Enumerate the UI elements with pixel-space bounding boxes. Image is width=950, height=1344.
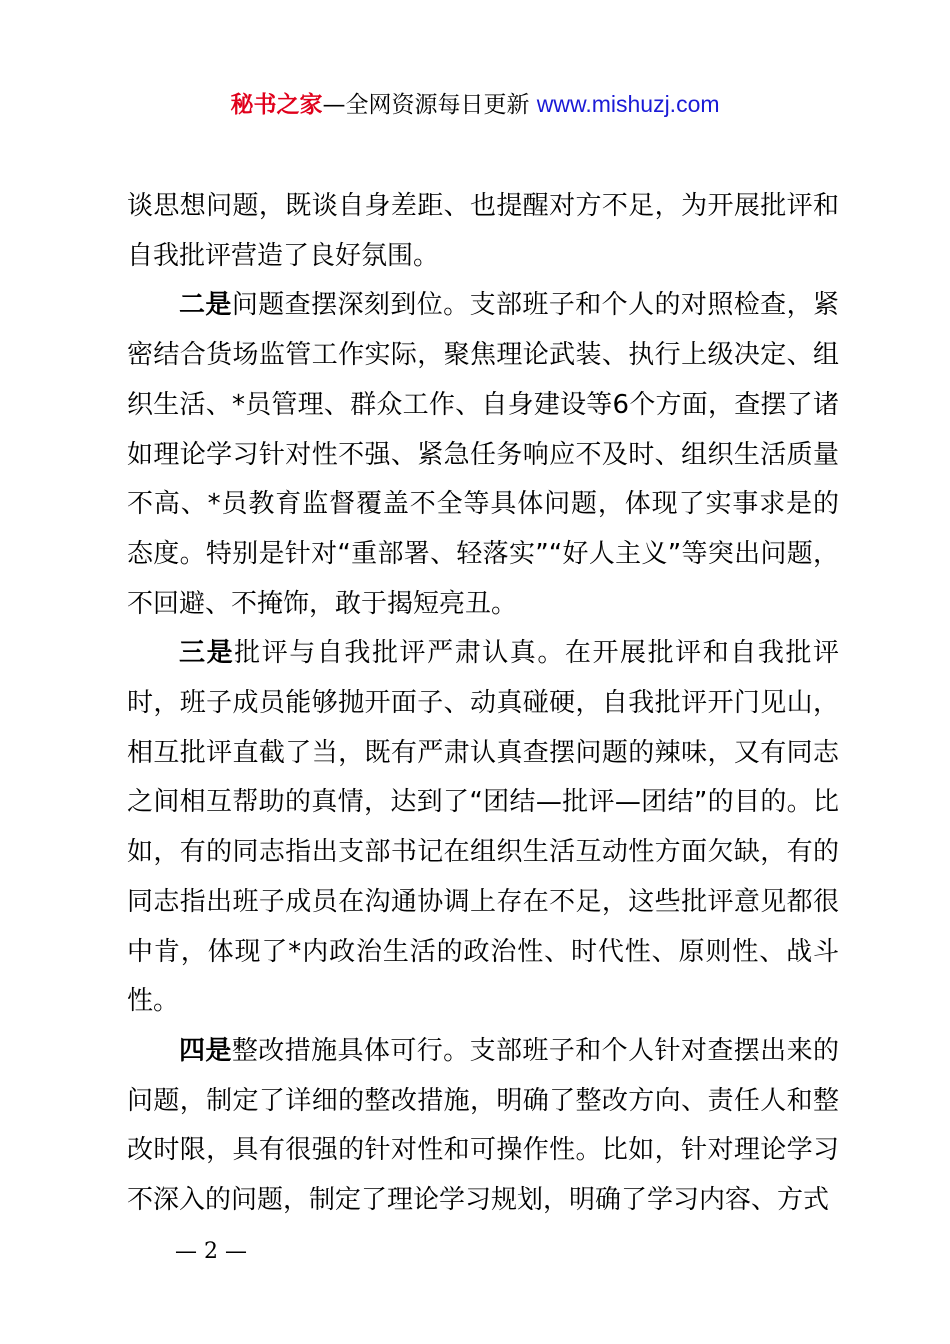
brand-name: 秘书之家: [230, 92, 323, 118]
document-body: [127, 182, 839, 1226]
paragraph-text: 整改措施具体可行。支部班子和个人针对查摆出来的问题，制定了详细的整改措施，明确了整改方向、责任人和整改时限，具有很强的针对性和可操作性。比如，针对理论学习不深入的问题，制定了理论学习规划，明确了学习内容、方式: [127, 1035, 839, 1216]
paragraph-point-3: [127, 629, 839, 1027]
paragraph-lead: 三是: [179, 638, 235, 669]
page-number: — 2 —: [175, 1239, 247, 1264]
header-url[interactable]: www.mishuzj.com: [536, 91, 720, 117]
paragraph-point-2: [127, 281, 839, 629]
paragraph-text: 问题查摆深刻到位。支部班子和个人的对照检查，紧密结合货场监管工作实际，聚焦理论武装、执行上级决定、组织生活、*员管理、群众工作、自身建设等6个方面，查摆了诸如理论学习针对性不强、紧急任务响应不及时、组织生活质量不高、*员教育监督覆盖不全等具体问题，体现了实事求是的态度。特别是针对“重部署、轻落实”“好人主义”等突出问题，不回避、不掩饰，敢于揭短亮丑。: [127, 290, 839, 619]
header-tagline: —全网资源每日更新: [322, 92, 537, 118]
page-header: [0, 86, 950, 123]
paragraph-lead: 四是: [179, 1035, 232, 1066]
paragraph-continuation: [127, 182, 839, 281]
paragraph-text: 批评与自我批评严肃认真。在开展批评和自我批评时，班子成员能够抛开面子、动真碰硬，自我批评开门见山，相互批评直截了当，既有严肃认真查摆问题的辣味，又有同志之间相互帮助的真情，达到了“团结—批评—团结”的目的。比如，有的同志指出支部书记在组织生活互动性方面欠缺，有的同志指出班子成员在沟通协调上存在不足，这些批评意见都很中肯，体现了*内政治生活的政治性、时代性、原则性、战斗性。: [127, 638, 839, 1017]
paragraph-point-4: [127, 1027, 839, 1226]
paragraph-text: 谈思想问题，既谈自身差距、也提醒对方不足，为开展批评和自我批评营造了良好氛围。: [127, 191, 839, 271]
paragraph-lead: 二是: [179, 290, 232, 321]
